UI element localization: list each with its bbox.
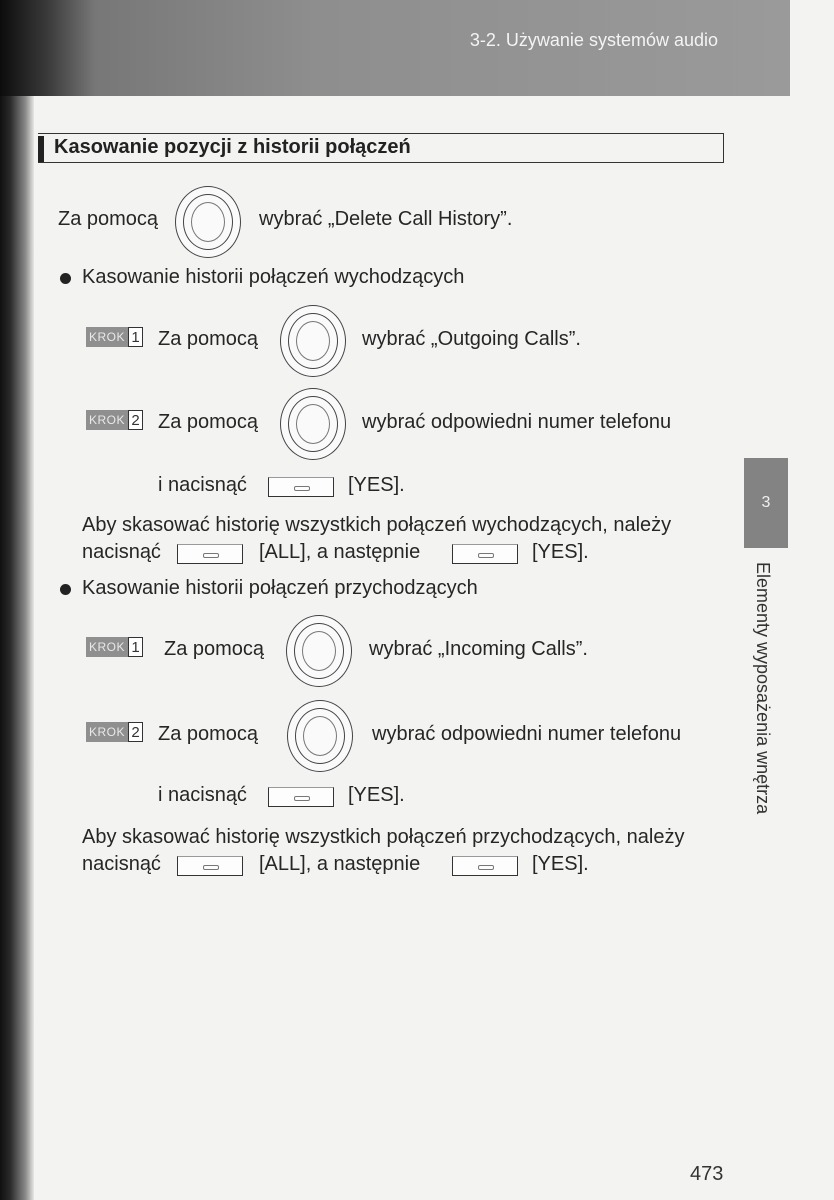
incoming-step2-prefix: Za pomocą [158,723,259,745]
step-badge [86,327,143,347]
incoming-step2-press: i nacisnąć [158,784,247,806]
outgoing-note-yes: [YES]. [532,541,589,563]
softkey-icon [177,544,243,564]
step-number: 2 [128,410,143,430]
softkey-icon [268,787,334,807]
outgoing-note-all: [ALL], a następnie [259,541,421,563]
softkey-icon [268,477,334,497]
section-title: Kasowanie pozycji z historii połączeń [54,136,411,158]
bullet-icon [60,273,71,284]
step-number: 1 [128,327,143,347]
tune-dial-icon [280,388,346,460]
step-number: 1 [128,637,143,657]
page-number: 473 [690,1163,724,1185]
bullet-icon [60,584,71,595]
outgoing-note-line1: Aby skasować historię wszystkich połączeń wychodzących, należy [82,514,672,536]
incoming-note-yes: [YES]. [532,853,589,875]
incoming-step2-yes: [YES]. [348,784,405,806]
incoming-note-press: nacisnąć [82,853,161,875]
incoming-step1-suffix: wybrać „Incoming Calls”. [369,638,588,660]
softkey-icon [452,544,518,564]
step-number: 2 [128,722,143,742]
incoming-step1-prefix: Za pomocą [164,638,265,660]
chapter-tab-number: 3 [761,494,771,511]
softkey-icon [177,856,243,876]
chapter-title: 3-2. Używanie systemów audio [469,30,718,50]
softkey-icon [452,856,518,876]
outgoing-step2-press: i nacisnąć [158,474,247,496]
outgoing-step2-prefix: Za pomocą [158,411,259,433]
step-badge [86,637,143,657]
chapter-tab [744,458,788,548]
intro-prefix: Za pomocą [58,208,159,230]
chapter-header [0,0,790,96]
step-badge [86,410,143,430]
intro-suffix: wybrać „Delete Call History”. [259,208,513,230]
step-badge [86,722,143,742]
section-marker [38,136,44,162]
tune-dial-icon [175,186,241,258]
outgoing-note-press: nacisnąć [82,541,161,563]
step-label: KROK [86,410,128,430]
page-binding-shadow [0,0,34,1200]
outgoing-step2-yes: [YES]. [348,474,405,496]
incoming-heading: Kasowanie historii połączeń przychodzących [82,577,478,599]
outgoing-step1-suffix: wybrać „Outgoing Calls”. [362,328,581,350]
tune-dial-icon [287,700,353,772]
outgoing-heading: Kasowanie historii połączeń wychodzących [82,266,465,288]
step-label: KROK [86,327,128,347]
tune-dial-icon [286,615,352,687]
incoming-note-line1: Aby skasować historię wszystkich połączeń przychodzących, należy [82,826,685,848]
incoming-step2-suffix: wybrać odpowiedni numer telefonu [372,723,682,745]
incoming-note-all: [ALL], a następnie [259,853,421,875]
outgoing-step2-suffix: wybrać odpowiedni numer telefonu [362,411,672,433]
chapter-tab-label: Elementy wyposażenia wnętrza [753,562,773,815]
step-label: KROK [86,637,128,657]
step-label: KROK [86,722,128,742]
tune-dial-icon [280,305,346,377]
outgoing-step1-prefix: Za pomocą [158,328,259,350]
